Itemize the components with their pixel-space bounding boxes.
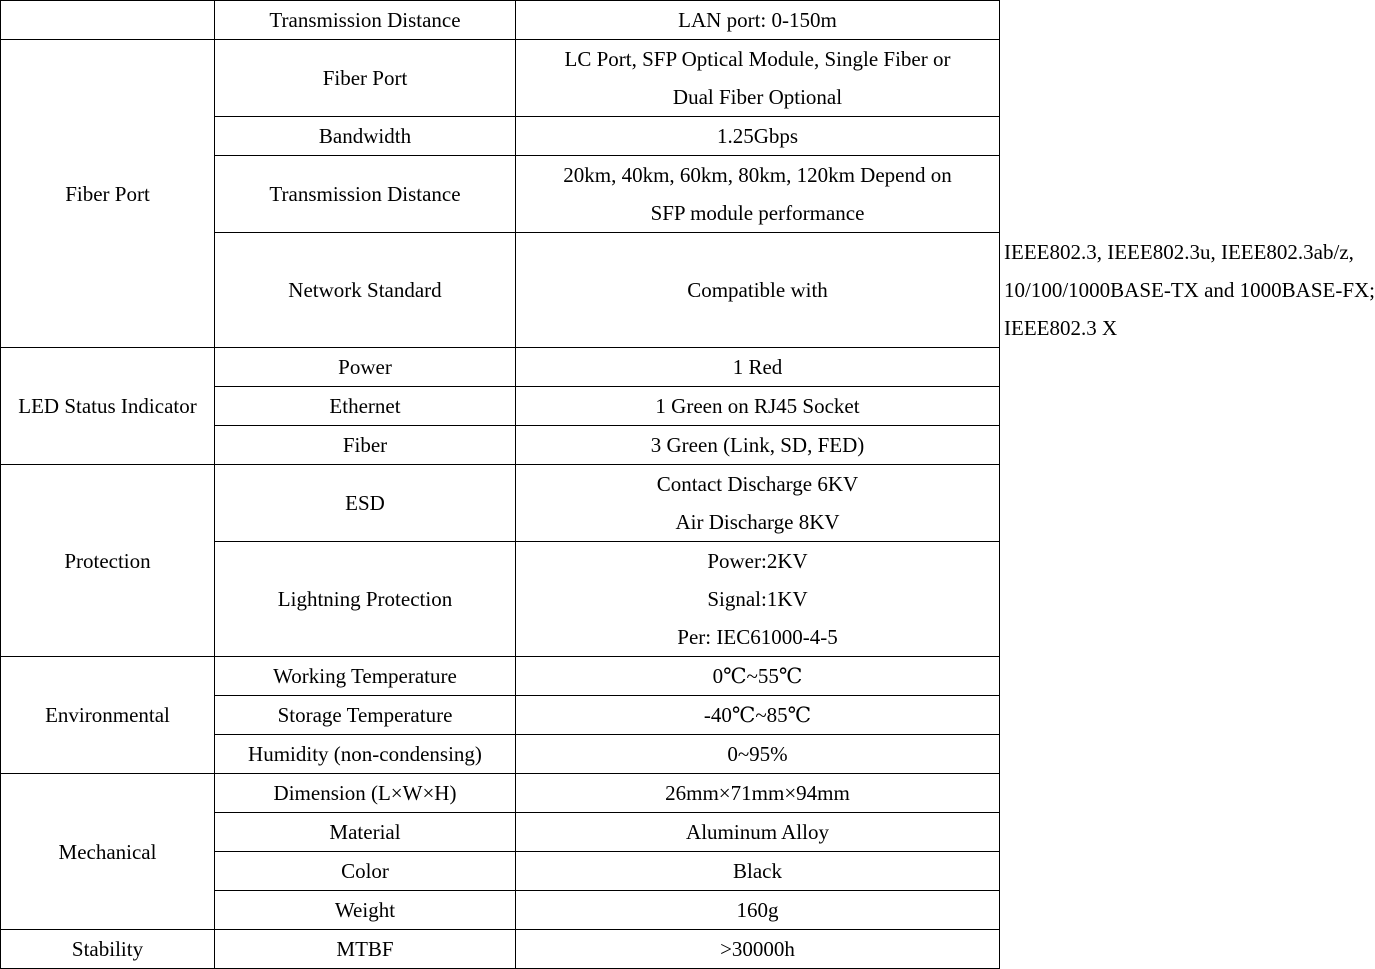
item-cell: Transmission Distance xyxy=(215,1,516,40)
value-cell xyxy=(516,465,1000,542)
value-cell xyxy=(516,40,1000,117)
value-cell: Black xyxy=(516,852,1000,891)
value-line: Dual Fiber Optional xyxy=(672,85,843,109)
value-cell: >30000h xyxy=(516,930,1000,969)
item-cell: Lightning Protection xyxy=(215,542,516,657)
table-row xyxy=(1,774,1000,813)
value-cell xyxy=(516,542,1000,657)
value-cell: LAN port: 0-150m xyxy=(516,1,1000,40)
value-cell: -40℃~85℃ xyxy=(516,696,1000,735)
item-cell: Storage Temperature xyxy=(215,696,516,735)
value-line: 20km, 40km, 60km, 80km, 120km Depend on xyxy=(563,163,952,187)
category-cell-mechanical: Mechanical xyxy=(1,774,215,930)
value-cell: 160g xyxy=(516,891,1000,930)
item-cell: Ethernet xyxy=(215,387,516,426)
table-row xyxy=(1,348,1000,387)
item-cell: Material xyxy=(215,813,516,852)
value-line: Per: IEC61000-4-5 xyxy=(677,625,838,649)
category-cell-environmental: Environmental xyxy=(1,657,215,774)
category-cell-protection: Protection xyxy=(1,465,215,657)
category-cell-network-standard: Network Standard xyxy=(215,233,516,348)
value-line: SFP module performance xyxy=(650,201,865,225)
item-cell: Power xyxy=(215,348,516,387)
table-row xyxy=(1,930,1000,969)
item-cell: Dimension (L×W×H) xyxy=(215,774,516,813)
value-cell: 0~95% xyxy=(516,735,1000,774)
item-cell: Humidity (non-condensing) xyxy=(215,735,516,774)
item-cell: Working Temperature xyxy=(215,657,516,696)
item-cell: Fiber xyxy=(215,426,516,465)
value-cell: 26mm×71mm×94mm xyxy=(516,774,1000,813)
table-row xyxy=(1,657,1000,696)
item-cell: Bandwidth xyxy=(215,117,516,156)
category-cell-stability: Stability xyxy=(1,930,215,969)
value-line: Contact Discharge 6KV xyxy=(656,472,859,496)
table-row xyxy=(1,1,1000,40)
item-cell: Weight xyxy=(215,891,516,930)
item-cell: Transmission Distance xyxy=(215,156,516,233)
category-cell-fiber-port: Fiber Port xyxy=(1,40,215,348)
value-line: Air Discharge 8KV xyxy=(675,510,840,534)
value-line: LC Port, SFP Optical Module, Single Fiber or xyxy=(564,47,951,71)
value-cell: 1 Green on RJ45 Socket xyxy=(516,387,1000,426)
value-cell: 1 Red xyxy=(516,348,1000,387)
category-cell-empty xyxy=(1,1,215,40)
table-row xyxy=(1,465,1000,542)
value-cell: Aluminum Alloy xyxy=(516,813,1000,852)
item-cell: Color xyxy=(215,852,516,891)
value-cell: 3 Green (Link, SD, FED) xyxy=(516,426,1000,465)
value-cell: 1.25Gbps xyxy=(516,117,1000,156)
value-line: Signal:1KV xyxy=(707,587,808,611)
value-line: Power:2KV xyxy=(707,549,808,573)
table-row xyxy=(1,40,1000,117)
table-row: Network Standard Compatible with IEEE802.3, IEEE802.3u, IEEE802.3ab/z, 10/100/1000BASE-TX and 1000BASE-FX; IEEE802.3 X xyxy=(1,233,1000,348)
item-cell: MTBF xyxy=(215,930,516,969)
item-cell: ESD xyxy=(215,465,516,542)
value-cell: 0℃~55℃ xyxy=(516,657,1000,696)
item-cell: Fiber Port xyxy=(215,40,516,117)
category-cell-led-status: LED Status Indicator xyxy=(1,348,215,465)
value-cell xyxy=(516,156,1000,233)
item-cell: Compatible with xyxy=(516,233,1000,348)
